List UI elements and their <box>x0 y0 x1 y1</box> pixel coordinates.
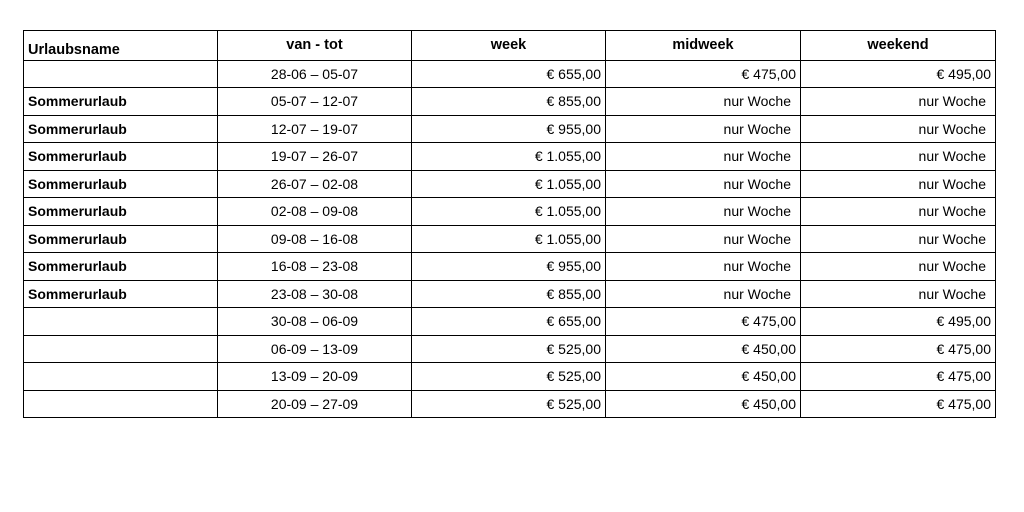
cell-weekend-price: nur Woche <box>801 280 996 308</box>
table-row <box>24 170 996 198</box>
cell-dates: 19-07 – 26-07 <box>218 143 412 171</box>
cell-midweek-price: nur Woche <box>606 198 801 226</box>
header-midweek: midweek <box>606 31 801 61</box>
cell-dates: 09-08 – 16-08 <box>218 225 412 253</box>
cell-dates: 12-07 – 19-07 <box>218 115 412 143</box>
cell-weekend-price: € 495,00 <box>801 60 996 88</box>
cell-urlaubsname: Sommerurlaub <box>24 225 218 253</box>
cell-urlaubsname: Sommerurlaub <box>24 115 218 143</box>
table-row <box>24 198 996 226</box>
cell-week-price: € 1.055,00 <box>412 198 606 226</box>
cell-weekend-price: nur Woche <box>801 198 996 226</box>
table-row <box>24 253 996 281</box>
table-header-row <box>24 31 996 61</box>
cell-week-price: € 655,00 <box>412 60 606 88</box>
cell-midweek-price: € 475,00 <box>606 60 801 88</box>
cell-week-price: € 525,00 <box>412 390 606 418</box>
cell-urlaubsname: Sommerurlaub <box>24 253 218 281</box>
cell-weekend-price: nur Woche <box>801 115 996 143</box>
table-row <box>24 335 996 363</box>
cell-midweek-price: nur Woche <box>606 143 801 171</box>
cell-week-price: € 1.055,00 <box>412 225 606 253</box>
cell-midweek-price: nur Woche <box>606 170 801 198</box>
table-row <box>24 115 996 143</box>
cell-urlaubsname: Sommerurlaub <box>24 198 218 226</box>
cell-urlaubsname <box>24 308 218 336</box>
cell-urlaubsname <box>24 60 218 88</box>
cell-week-price: € 855,00 <box>412 88 606 116</box>
cell-weekend-price: nur Woche <box>801 225 996 253</box>
cell-midweek-price: nur Woche <box>606 253 801 281</box>
cell-weekend-price: € 475,00 <box>801 335 996 363</box>
header-dates: van - tot <box>218 31 412 61</box>
cell-midweek-price: € 450,00 <box>606 363 801 391</box>
cell-urlaubsname: Sommerurlaub <box>24 143 218 171</box>
cell-weekend-price: € 475,00 <box>801 390 996 418</box>
header-urlaubsname: Urlaubsname <box>24 31 218 61</box>
table-row <box>24 280 996 308</box>
cell-dates: 30-08 – 06-09 <box>218 308 412 336</box>
cell-midweek-price: nur Woche <box>606 280 801 308</box>
cell-dates: 16-08 – 23-08 <box>218 253 412 281</box>
cell-dates: 05-07 – 12-07 <box>218 88 412 116</box>
cell-weekend-price: nur Woche <box>801 143 996 171</box>
cell-weekend-price: € 495,00 <box>801 308 996 336</box>
cell-weekend-price: nur Woche <box>801 170 996 198</box>
cell-urlaubsname <box>24 363 218 391</box>
cell-dates: 13-09 – 20-09 <box>218 363 412 391</box>
table-row <box>24 143 996 171</box>
table-body <box>24 60 996 418</box>
cell-week-price: € 525,00 <box>412 335 606 363</box>
cell-dates: 20-09 – 27-09 <box>218 390 412 418</box>
cell-week-price: € 955,00 <box>412 115 606 143</box>
table-row <box>24 225 996 253</box>
cell-weekend-price: nur Woche <box>801 88 996 116</box>
cell-week-price: € 1.055,00 <box>412 170 606 198</box>
cell-week-price: € 855,00 <box>412 280 606 308</box>
cell-dates: 26-07 – 02-08 <box>218 170 412 198</box>
cell-urlaubsname <box>24 390 218 418</box>
cell-urlaubsname <box>24 335 218 363</box>
table-row <box>24 60 996 88</box>
cell-midweek-price: nur Woche <box>606 88 801 116</box>
table-row <box>24 363 996 391</box>
cell-midweek-price: € 450,00 <box>606 390 801 418</box>
header-week: week <box>412 31 606 61</box>
cell-week-price: € 525,00 <box>412 363 606 391</box>
cell-dates: 23-08 – 30-08 <box>218 280 412 308</box>
cell-dates: 06-09 – 13-09 <box>218 335 412 363</box>
table-row <box>24 308 996 336</box>
cell-weekend-price: € 475,00 <box>801 363 996 391</box>
cell-week-price: € 955,00 <box>412 253 606 281</box>
cell-dates: 28-06 – 05-07 <box>218 60 412 88</box>
cell-urlaubsname: Sommerurlaub <box>24 88 218 116</box>
cell-midweek-price: nur Woche <box>606 225 801 253</box>
cell-midweek-price: € 450,00 <box>606 335 801 363</box>
cell-urlaubsname: Sommerurlaub <box>24 170 218 198</box>
cell-week-price: € 655,00 <box>412 308 606 336</box>
table-row <box>24 88 996 116</box>
cell-midweek-price: nur Woche <box>606 115 801 143</box>
header-weekend: weekend <box>801 31 996 61</box>
table-row <box>24 390 996 418</box>
price-table <box>23 30 996 418</box>
cell-week-price: € 1.055,00 <box>412 143 606 171</box>
cell-urlaubsname: Sommerurlaub <box>24 280 218 308</box>
cell-dates: 02-08 – 09-08 <box>218 198 412 226</box>
cell-weekend-price: nur Woche <box>801 253 996 281</box>
cell-midweek-price: € 475,00 <box>606 308 801 336</box>
